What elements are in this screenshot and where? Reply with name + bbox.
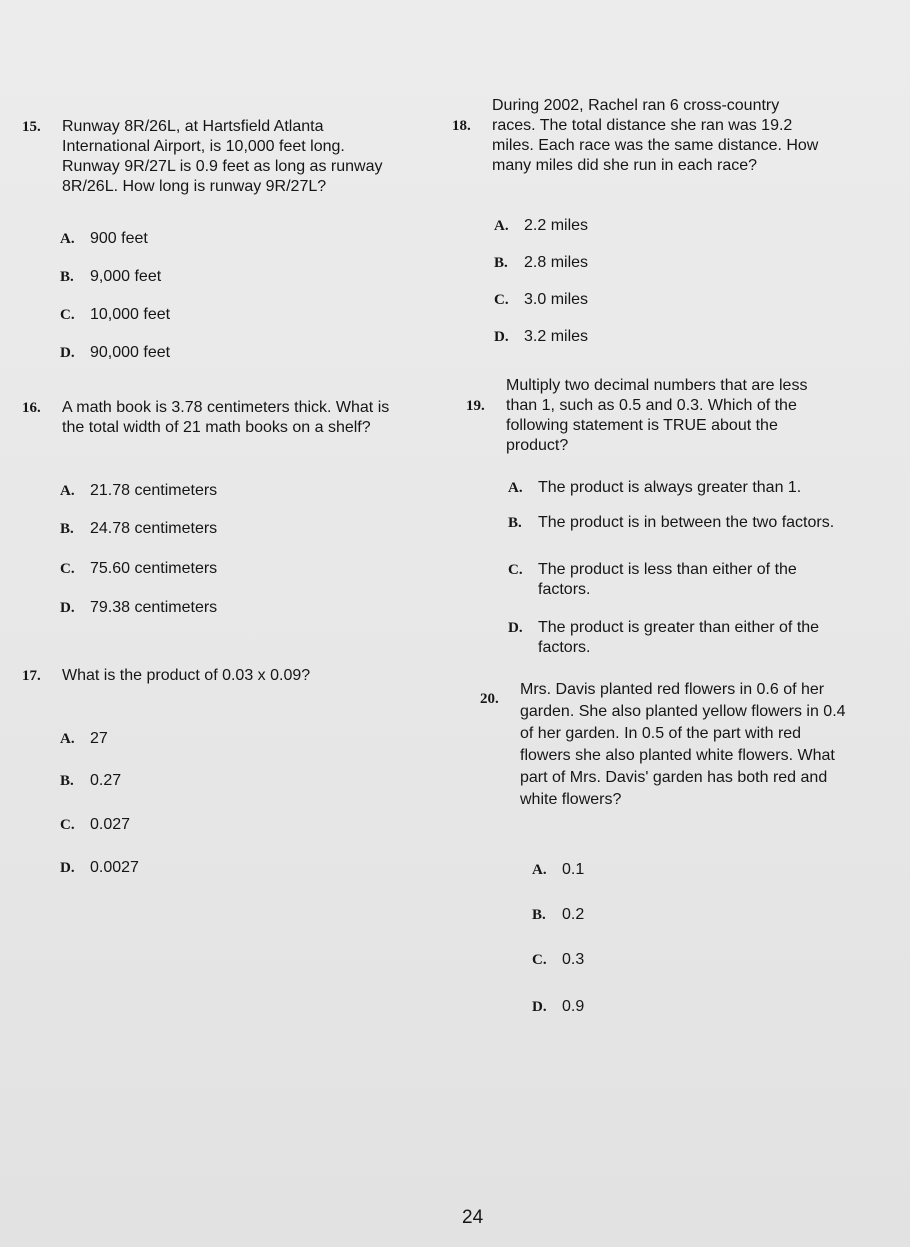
answer-choice[interactable]: B. 2.8 miles bbox=[494, 254, 589, 271]
answer-choice[interactable]: C. The product is less than either of the factors. bbox=[508, 561, 797, 598]
answer-choice[interactable]: B. 9,000 feet bbox=[60, 268, 162, 285]
question-stem: During 2002, Rachel ran 6 cross-country races. The total distance she ran was 19.2 miles. Each race was the same distance. How many miles did she run in each race? bbox=[492, 97, 819, 174]
answer-choice[interactable]: A. 900 feet bbox=[60, 230, 148, 247]
question-17 bbox=[22, 666, 310, 686]
page-number: 24 bbox=[462, 1207, 484, 1228]
question-number: 18. bbox=[452, 118, 471, 134]
question-stem: Multiply two decimal numbers that are less than 1, such as 0.5 and 0.3. Which of the following statement is TRUE about the product? bbox=[506, 377, 808, 454]
question-stem: What is the product of 0.03 x 0.09? bbox=[62, 667, 311, 684]
question-number: 16. bbox=[22, 400, 41, 416]
answer-choice[interactable]: C. 10,000 feet bbox=[60, 306, 171, 323]
question-number: 15. bbox=[22, 119, 41, 135]
answer-choice[interactable]: C. 3.0 miles bbox=[494, 291, 589, 308]
answer-choice[interactable]: D. 79.38 centimeters bbox=[60, 599, 218, 616]
answer-choice[interactable]: A. The product is always greater than 1. bbox=[508, 479, 802, 496]
question-19 bbox=[466, 376, 807, 456]
answer-choice[interactable]: D. 0.0027 bbox=[60, 859, 139, 876]
question-stem: Runway 8R/26L, at Hartsfield Atlanta International Airport, is 10,000 feet long. Runway 9R/27L is 0.9 feet as long as runway 8R/26L. How long is runway 9R/27L? bbox=[62, 118, 383, 195]
answer-choice[interactable]: C. 0.027 bbox=[60, 816, 131, 833]
answer-choice[interactable]: B. 24.78 centimeters bbox=[60, 520, 218, 537]
answer-choice[interactable]: A. 21.78 centimeters bbox=[60, 482, 218, 499]
question-18 bbox=[452, 96, 818, 176]
answer-choice[interactable]: C. 75.60 centimeters bbox=[60, 560, 218, 577]
answer-choice[interactable]: D. 90,000 feet bbox=[60, 344, 171, 361]
answer-choice[interactable]: C. 0.3 bbox=[532, 951, 585, 968]
question-stem: A math book is 3.78 centimeters thick. What is the total width of 21 math books on a shelf? bbox=[62, 399, 390, 436]
answer-choice[interactable]: A. 0.1 bbox=[532, 861, 585, 878]
answer-choice[interactable]: B. The product is in between the two factors. bbox=[508, 514, 835, 531]
answer-choice[interactable]: D. 0.9 bbox=[532, 998, 585, 1015]
answer-choice[interactable]: D. The product is greater than either of the factors. bbox=[508, 619, 820, 656]
question-number: 17. bbox=[22, 668, 41, 684]
question-16 bbox=[22, 398, 389, 438]
answer-choice[interactable]: B. 0.27 bbox=[60, 772, 122, 789]
question-number: 20. bbox=[480, 691, 499, 707]
answer-choice[interactable]: D. 3.2 miles bbox=[494, 328, 589, 345]
answer-choice[interactable]: A. 2.2 miles bbox=[494, 217, 589, 234]
answer-choice[interactable]: B. 0.2 bbox=[532, 906, 585, 923]
question-15 bbox=[22, 117, 382, 197]
question-stem: Mrs. Davis planted red flowers in 0.6 of her garden. She also planted yellow flowers in 0.4 of her garden. In 0.5 of the part with red flowers she also planted white flowers. What part of Mrs. Davis' garden has both red and white flowers? bbox=[520, 681, 846, 808]
answer-choice[interactable]: A. 27 bbox=[60, 730, 108, 747]
question-20 bbox=[480, 679, 846, 811]
question-number: 19. bbox=[466, 398, 485, 414]
